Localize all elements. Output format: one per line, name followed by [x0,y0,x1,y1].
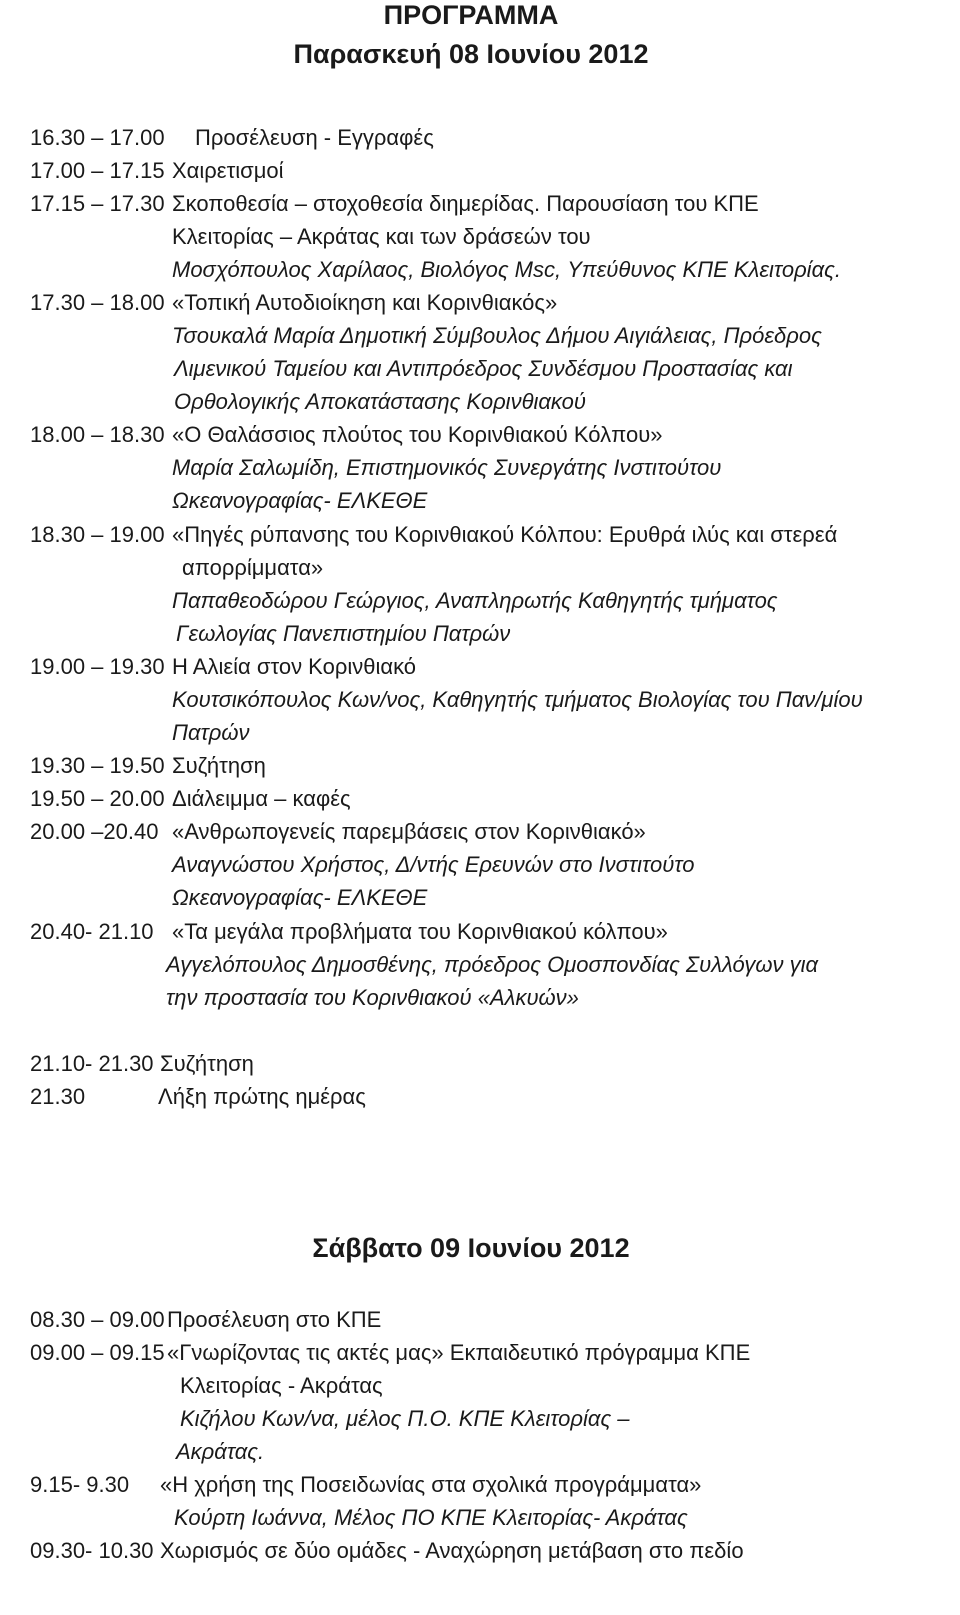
session-speaker-continued: Ωκεανογραφίας- ΕΛΚΕΘΕ [172,488,428,513]
session-speaker-continued: την προστασία του Κορινθιακού «Αλκυών» [166,985,579,1010]
session-speaker-continued: Ορθολογικής Αποκατάστασης Κορινθιακού [174,389,586,414]
session-time: 20.00 –20.40 [30,819,159,844]
session-title: «Η χρήση της Ποσειδωνίας στα σχολικά προγράμματα» [160,1472,702,1497]
session-speaker-continued: Ακράτας. [176,1439,265,1464]
session-title: Χαιρετισμοί [172,158,284,183]
session-speaker: Μοσχόπουλος Χαρίλαος, Βιολόγος Msc, Υπεύθυνος ΚΠΕ Κλειτορίας. [172,257,841,282]
session-time: 16.30 – 17.00 [30,125,165,150]
session-speaker: Κουτσικόπουλος Κων/νος, Καθηγητής τμήματος Βιολογίας του Παν/μίου [172,687,863,712]
session-time: 08.30 – 09.00 [30,1307,165,1332]
session-speaker-continued: Γεωλογίας Πανεπιστημίου Πατρών [176,621,511,646]
session-speaker: Αγγελόπουλος Δημοσθένης, πρόεδρος Ομοσπονδίας Συλλόγων για [166,952,819,977]
session-title: Συζήτηση [160,1051,254,1076]
session-title: Συζήτηση [172,753,266,778]
session-title: Λήξη πρώτης ημέρας [158,1084,366,1109]
session-title: «Τοπική Αυτοδιοίκηση και Κορινθιακός» [172,290,558,315]
day2-title: Σάββατο 09 Ιουνίου 2012 [312,1233,630,1263]
session-title: Χωρισμός σε δύο ομάδες - Αναχώρηση μετάβαση στο πεδίο [160,1538,744,1563]
session-time: 9.15- 9.30 [30,1472,130,1497]
session-speaker: Τσουκαλά Μαρία Δημοτική Σύμβουλος Δήμου Αιγιάλειας, Πρόεδρος [172,323,822,348]
session-time: 09.00 – 09.15 [30,1340,165,1365]
session-title: «Πηγές ρύπανσης του Κορινθιακού Κόλπου: Ερυθρά ιλύς και στερεά [172,522,838,547]
session-time: 20.40- 21.10 [30,919,154,944]
session-time: 18.00 – 18.30 [30,422,165,447]
session-title: Σκοποθεσία – στοχοθεσία διημερίδας. Παρουσίαση του ΚΠΕ [172,191,759,216]
session-time: 09.30- 10.30 [30,1538,154,1563]
session-title: Η Αλιεία στον Κορινθιακό [172,654,417,679]
session-time: 21.30 [30,1084,86,1109]
session-time: 18.30 – 19.00 [30,522,165,547]
session-title: «Τα μεγάλα προβλήματα του Κορινθιακού κόλπου» [172,919,668,944]
session-speaker: Αναγνώστου Χρήστος, Δ/ντής Ερευνών στο Ινστιτούτο [172,852,695,877]
session-time: 19.50 – 20.00 [30,786,165,811]
day1-title: Παρασκευή 08 Ιουνίου 2012 [293,39,649,69]
document-heading: ΠΡΟΓΡΑΜΜΑ [383,0,559,30]
session-title: «Ανθρωπογενείς παρεμβάσεις στον Κορινθιακό» [172,819,646,844]
session-speaker-continued: Ωκεανογραφίας- ΕΛΚΕΘΕ [172,885,428,910]
session-time: 21.10- 21.30 [30,1051,154,1076]
session-speaker: Μαρία Σαλωμίδη, Επιστημονικός Συνεργάτης Ινστιτούτου [172,455,722,480]
session-speaker: Κιζήλου Κων/να, μέλος Π.Ο. ΚΠΕ Κλειτορίας – [180,1406,630,1431]
session-title: Προσέλευση - Εγγραφές [195,125,434,150]
session-speaker: Κούρτη Ιωάννα, Μέλος ΠΟ ΚΠΕ Κλειτορίας- Ακράτας [174,1505,688,1530]
session-time: 17.00 – 17.15 [30,158,165,183]
session-time: 17.30 – 18.00 [30,290,165,315]
session-title: Προσέλευση στο ΚΠΕ [167,1307,382,1332]
session-title: «Γνωρίζοντας τις ακτές μας» Εκπαιδευτικό πρόγραμμα ΚΠΕ [167,1340,751,1365]
session-time: 19.00 – 19.30 [30,654,165,679]
session-title-continued: Κλειτορίας – Ακράτας και των δράσεών του [172,224,591,249]
session-speaker-continued: Λιμενικού Ταμείου και Αντιπρόεδρος Συνδέσμου Προστασίας και [174,356,793,381]
session-time: 17.15 – 17.30 [30,191,165,216]
session-title: «Ο Θαλάσσιος πλούτος του Κορινθιακού Κόλπου» [172,422,663,447]
session-title: Διάλειμμα – καφές [172,786,351,811]
session-title-continued: απορρίμματα» [182,555,324,580]
session-time: 19.30 – 19.50 [30,753,165,778]
session-speaker: Παπαθεοδώρου Γεώργιος, Αναπληρωτής Καθηγητής τμήματος [172,588,778,613]
session-speaker-continued: Πατρών [172,720,250,745]
session-title-continued: Κλειτορίας - Ακράτας [180,1373,383,1398]
